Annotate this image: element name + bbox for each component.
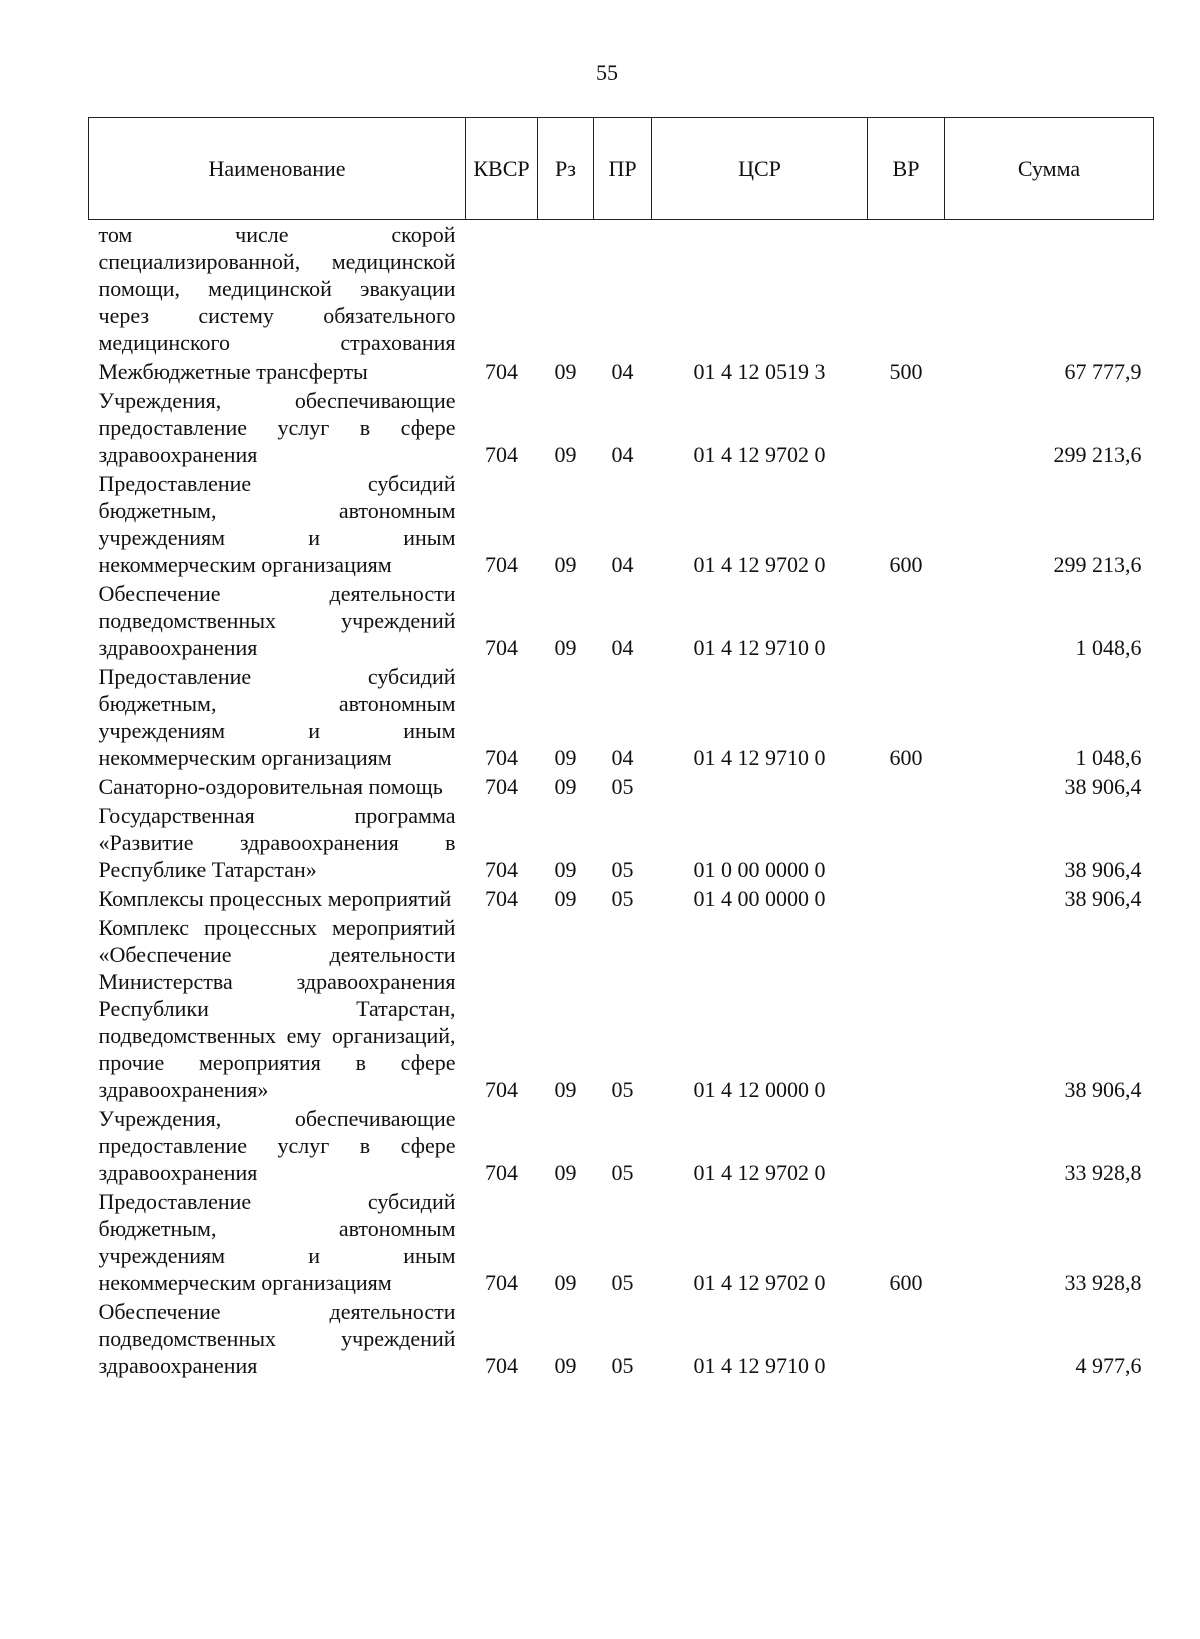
row-name: Предоставление субсидий бюджетным, автономным учреждениям и иным некоммерческим организациям xyxy=(98,1189,456,1295)
header-vr: ВР xyxy=(868,118,945,220)
budget-table xyxy=(88,117,1154,1380)
row-rz: 09 xyxy=(554,857,577,882)
row-csr: 01 4 12 9710 0 xyxy=(693,635,826,660)
row-csr: 01 4 12 9702 0 xyxy=(693,1270,826,1295)
row-sum: 38 906,4 xyxy=(1064,857,1142,882)
row-vr xyxy=(868,1297,945,1380)
table-body xyxy=(89,220,1154,1381)
row-vr xyxy=(868,386,945,469)
table-row xyxy=(89,579,1154,662)
row-vr: 600 xyxy=(889,552,923,577)
row-vr xyxy=(868,913,945,1104)
row-pr: 05 xyxy=(611,857,634,882)
row-csr xyxy=(652,772,868,801)
row-pr: 05 xyxy=(611,1160,634,1185)
row-rz: 09 xyxy=(554,1077,577,1102)
row-vr xyxy=(868,801,945,884)
row-csr: 01 0 00 0000 0 xyxy=(693,857,826,882)
header-rz: Рз xyxy=(538,118,594,220)
row-pr: 04 xyxy=(611,635,634,660)
row-csr: 01 4 12 9702 0 xyxy=(693,552,826,577)
row-pr: 04 xyxy=(611,359,634,384)
row-name: Государственная программа «Развитие здравоохранения в Республике Татарстан» xyxy=(98,803,456,882)
row-vr xyxy=(868,772,945,801)
row-name: Обеспечение деятельности подведомственных учреждений здравоохранения xyxy=(98,1299,456,1378)
header-name: Наименование xyxy=(89,118,466,220)
row-name: Учреждения, обеспечивающие предоставление услуг в сфере здравоохранения xyxy=(98,1106,456,1185)
row-rz: 09 xyxy=(554,359,577,384)
table-row xyxy=(89,662,1154,772)
row-rz: 09 xyxy=(554,552,577,577)
row-name: Предоставление субсидий бюджетным, автономным учреждениям и иным некоммерческим организациям xyxy=(98,664,456,770)
table-row xyxy=(89,801,1154,884)
row-rz: 09 xyxy=(554,635,577,660)
row-name: Обеспечение деятельности подведомственных учреждений здравоохранения xyxy=(98,581,456,660)
row-pr: 04 xyxy=(611,745,634,770)
row-name: Предоставление субсидий бюджетным, автономным учреждениям и иным некоммерческим организациям xyxy=(98,471,456,577)
header-kvsr: КВСР xyxy=(466,118,538,220)
row-name: Санаторно-оздоровительная помощь xyxy=(98,774,443,799)
row-kvsr: 704 xyxy=(485,774,518,799)
row-kvsr xyxy=(466,220,538,358)
row-sum: 1 048,6 xyxy=(1075,635,1142,660)
row-vr xyxy=(868,884,945,913)
row-kvsr: 704 xyxy=(485,1160,518,1185)
row-rz: 09 xyxy=(554,1270,577,1295)
table-row xyxy=(89,357,1154,386)
row-csr: 01 4 12 0519 3 xyxy=(693,359,826,384)
row-rz: 09 xyxy=(554,1353,577,1378)
table-row xyxy=(89,469,1154,579)
row-sum: 38 906,4 xyxy=(1064,1077,1142,1102)
row-csr: 01 4 12 9702 0 xyxy=(693,1160,826,1185)
row-pr xyxy=(594,220,652,358)
row-kvsr: 704 xyxy=(485,359,518,384)
table-row xyxy=(89,220,1154,358)
table-row xyxy=(89,884,1154,913)
row-rz: 09 xyxy=(554,886,577,911)
row-kvsr: 704 xyxy=(485,1353,518,1378)
row-pr: 05 xyxy=(611,886,634,911)
row-rz: 09 xyxy=(554,774,577,799)
row-kvsr: 704 xyxy=(485,886,518,911)
row-csr: 01 4 12 0000 0 xyxy=(693,1077,826,1102)
header-sum: Сумма xyxy=(945,118,1154,220)
table-row xyxy=(89,1297,1154,1380)
row-pr: 05 xyxy=(611,1077,634,1102)
row-pr: 05 xyxy=(611,774,634,799)
row-pr: 05 xyxy=(611,1353,634,1378)
row-rz: 09 xyxy=(554,745,577,770)
row-csr xyxy=(652,220,868,358)
row-kvsr: 704 xyxy=(485,745,518,770)
row-kvsr: 704 xyxy=(485,1270,518,1295)
row-kvsr: 704 xyxy=(485,857,518,882)
table-row xyxy=(89,1187,1154,1297)
header-pr: ПР xyxy=(594,118,652,220)
row-sum: 299 213,6 xyxy=(1053,442,1142,467)
row-name: Комплекс процессных мероприятий «Обеспечение деятельности Министерства здравоохранения Республики Татарстан, подведомственных ему организаций, прочие мероприятия в сфере здравоохранения» xyxy=(98,915,456,1102)
row-vr: 600 xyxy=(889,745,923,770)
row-kvsr: 704 xyxy=(485,635,518,660)
row-vr: 600 xyxy=(889,1270,923,1295)
row-kvsr: 704 xyxy=(485,552,518,577)
row-sum: 33 928,8 xyxy=(1064,1270,1142,1295)
row-name: Учреждения, обеспечивающие предоставление услуг в сфере здравоохранения xyxy=(98,388,456,467)
row-pr: 04 xyxy=(611,442,634,467)
table-row xyxy=(89,772,1154,801)
table-row xyxy=(89,1104,1154,1187)
table-row xyxy=(89,913,1154,1104)
row-kvsr: 704 xyxy=(485,1077,518,1102)
row-sum: 1 048,6 xyxy=(1075,745,1142,770)
row-name: Комплексы процессных мероприятий xyxy=(98,886,452,911)
row-sum: 4 977,6 xyxy=(1075,1353,1142,1378)
row-vr: 500 xyxy=(889,359,923,384)
row-csr: 01 4 12 9710 0 xyxy=(693,745,826,770)
row-csr: 01 4 12 9710 0 xyxy=(693,1353,826,1378)
row-rz: 09 xyxy=(554,1160,577,1185)
row-csr: 01 4 00 0000 0 xyxy=(693,886,826,911)
page-number: 55 xyxy=(596,60,618,85)
row-sum: 67 777,9 xyxy=(1064,359,1142,384)
row-csr: 01 4 12 9702 0 xyxy=(693,442,826,467)
header-csr: ЦСР xyxy=(652,118,868,220)
row-sum: 33 928,8 xyxy=(1064,1160,1142,1185)
row-rz xyxy=(538,220,594,358)
row-vr xyxy=(868,220,945,358)
row-rz: 09 xyxy=(554,442,577,467)
row-sum: 299 213,6 xyxy=(1053,552,1142,577)
row-pr: 04 xyxy=(611,552,634,577)
row-vr xyxy=(868,579,945,662)
row-sum: 38 906,4 xyxy=(1064,886,1142,911)
row-sum: 38 906,4 xyxy=(1064,774,1142,799)
table-header xyxy=(89,118,1154,220)
row-sum xyxy=(945,220,1154,358)
row-pr: 05 xyxy=(611,1270,634,1295)
row-name: Межбюджетные трансферты xyxy=(98,359,368,384)
row-kvsr: 704 xyxy=(485,442,518,467)
table-row xyxy=(89,386,1154,469)
row-name: том числе скорой специализированной, медицинской помощи, медицинской эвакуации через систему обязательного медицинского страхования xyxy=(98,222,456,355)
row-vr xyxy=(868,1104,945,1187)
